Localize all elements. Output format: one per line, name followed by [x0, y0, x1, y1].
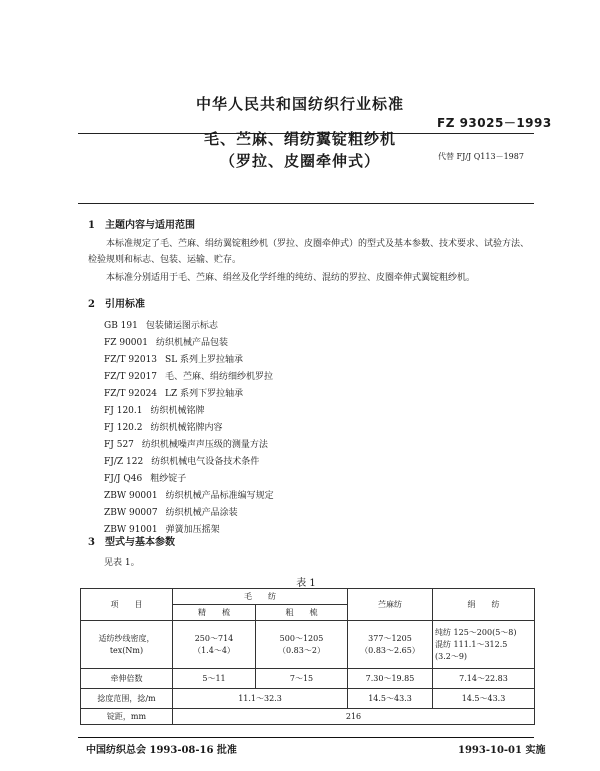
cell-line: 混纺 111.1～312.5 [435, 639, 508, 649]
reference-code: FJ 527 [104, 440, 134, 450]
row-yarn-density-worsted [173, 621, 256, 669]
section-3-heading: 3 型式与基本参数 [88, 537, 175, 548]
reference-item [104, 471, 274, 488]
reference-title: 粗纱锭子 [150, 474, 187, 484]
section-2-heading: 2 引用标准 [88, 299, 145, 310]
effective-date: 1993-10-01 实施 [458, 745, 546, 756]
reference-list [104, 318, 274, 539]
reference-item [104, 403, 274, 420]
reference-title: 毛、苎麻、绢纺细纱机罗拉 [165, 372, 274, 382]
reference-code: ZBW 91001 [104, 525, 158, 535]
reference-item [104, 505, 274, 522]
reference-code: FZ/T 92017 [104, 372, 158, 382]
reference-title: 纺织机械噪声声压级的测量方法 [141, 440, 268, 450]
reference-item [104, 488, 274, 505]
reference-title: 包装储运图示标志 [145, 321, 218, 331]
cell-line: 377～1205 [368, 633, 412, 643]
reference-title: 弹簧加压摇架 [165, 525, 220, 535]
cell-line: （1.4～4） [193, 645, 235, 655]
reference-title: 纺织机械铭牌 [150, 406, 205, 416]
row-twist-wool: 11.1～32.3 [173, 689, 348, 709]
reference-code: FJ/J Q46 [104, 474, 143, 484]
reference-code: FZ/T 92024 [104, 389, 158, 399]
cell-line: （0.83～2） [278, 645, 325, 655]
row-draft-worsted: 5～11 [173, 669, 256, 689]
row-draft-label: 牵伸倍数 [81, 669, 173, 689]
reference-item [104, 386, 274, 403]
row-twist-ramie: 14.5～43.3 [348, 689, 433, 709]
row-yarn-density-label: 适纺纱线密度，tex(Nm) [81, 621, 173, 669]
row-draft-ramie: 7.30～19.85 [348, 669, 433, 689]
standard-title: 中华人民共和国纺织行业标准 [195, 95, 404, 113]
header-silk: 绢 纺 [433, 589, 535, 621]
approval-date: 中国纺织总会 1993-08-16 批准 [86, 745, 237, 756]
footer-rule [78, 737, 534, 738]
reference-title: 纺织机械产品包装 [156, 338, 229, 348]
row-twist-label: 捻度范围，捻/m [81, 689, 173, 709]
reference-title: 纺织机械产品涂装 [165, 508, 238, 518]
reference-title: 纺织机械铭牌内容 [150, 423, 223, 433]
see-table-note: 见表 1。 [104, 558, 140, 568]
reference-item [104, 352, 274, 369]
header-worsted: 精 梳 [173, 605, 256, 621]
row-yarn-density-silk [433, 621, 535, 669]
section-1-para-2: 本标准分别适用于毛、苎麻、绢丝及化学纤维的纯纺、混纺的罗拉、皮圈牵伸式翼锭粗纱机。 [106, 273, 476, 283]
row-spindle-gauge-value: 216 [173, 709, 535, 725]
reference-item [104, 420, 274, 437]
reference-code: GB 191 [104, 321, 138, 331]
cell-line: （0.83～2.65） [360, 645, 420, 655]
reference-code: FJ 120.1 [104, 406, 143, 416]
reference-title: SL 系列上罗拉轴承 [165, 355, 244, 365]
reference-code: FZ 90001 [104, 338, 148, 348]
reference-code: ZBW 90007 [104, 508, 158, 518]
reference-item [104, 369, 274, 386]
replaces-note: 代替 FJ/J Q113－1987 [438, 152, 524, 161]
reference-code: FJ/Z 122 [104, 457, 144, 467]
header-ramie: 苎麻纺 [348, 589, 433, 621]
row-spindle-gauge-label: 锭距，mm [81, 709, 173, 725]
row-yarn-density-woolen [256, 621, 348, 669]
header-wool: 毛 纺 [173, 589, 348, 605]
reference-item [104, 335, 274, 352]
row-draft-silk: 7.14～22.83 [433, 669, 535, 689]
cell-line: 250～714 [194, 633, 234, 643]
section-1-heading: 1 主题内容与适用范围 [88, 220, 195, 231]
reference-code: FZ/T 92013 [104, 355, 158, 365]
standard-number: FZ 93025－1993 [437, 116, 552, 130]
reference-item [104, 437, 274, 454]
header-woolen: 粗 梳 [256, 605, 348, 621]
parameters-table [80, 588, 535, 725]
doc-title-line2: （罗拉、皮圈牵伸式） [219, 152, 380, 170]
reference-title: 纺织机械产品标准编写规定 [165, 491, 274, 501]
reference-item [104, 318, 274, 335]
reference-code: FJ 120.2 [104, 423, 143, 433]
section-1-para-1: 本标准规定了毛、苎麻、绢纺翼锭粗纱机（罗拉、皮圈牵伸式）的型式及基本参数、技术要求、试验方法、检验规则和标志、包装、运输、贮存。 [88, 239, 530, 265]
table-caption: 表 1 [296, 578, 316, 589]
row-yarn-density-ramie [348, 621, 433, 669]
cell-line: (3.2～9) [435, 651, 468, 661]
row-twist-silk: 14.5～43.3 [433, 689, 535, 709]
cell-line: 纯纺 125～200(5～8) [435, 627, 517, 637]
cell-line: 500～1205 [279, 633, 324, 643]
reference-code: ZBW 90001 [104, 491, 158, 501]
reference-title: 纺织机械电气设备技术条件 [151, 457, 260, 467]
reference-title: LZ 系列下罗拉轴承 [165, 389, 244, 399]
doc-title-line1: 毛、苎麻、绢纺翼锭粗纱机 [203, 130, 396, 148]
header-item: 项 目 [81, 589, 173, 621]
row-draft-woolen: 7～15 [256, 669, 348, 689]
reference-item [104, 454, 274, 471]
title-rule [78, 203, 534, 204]
